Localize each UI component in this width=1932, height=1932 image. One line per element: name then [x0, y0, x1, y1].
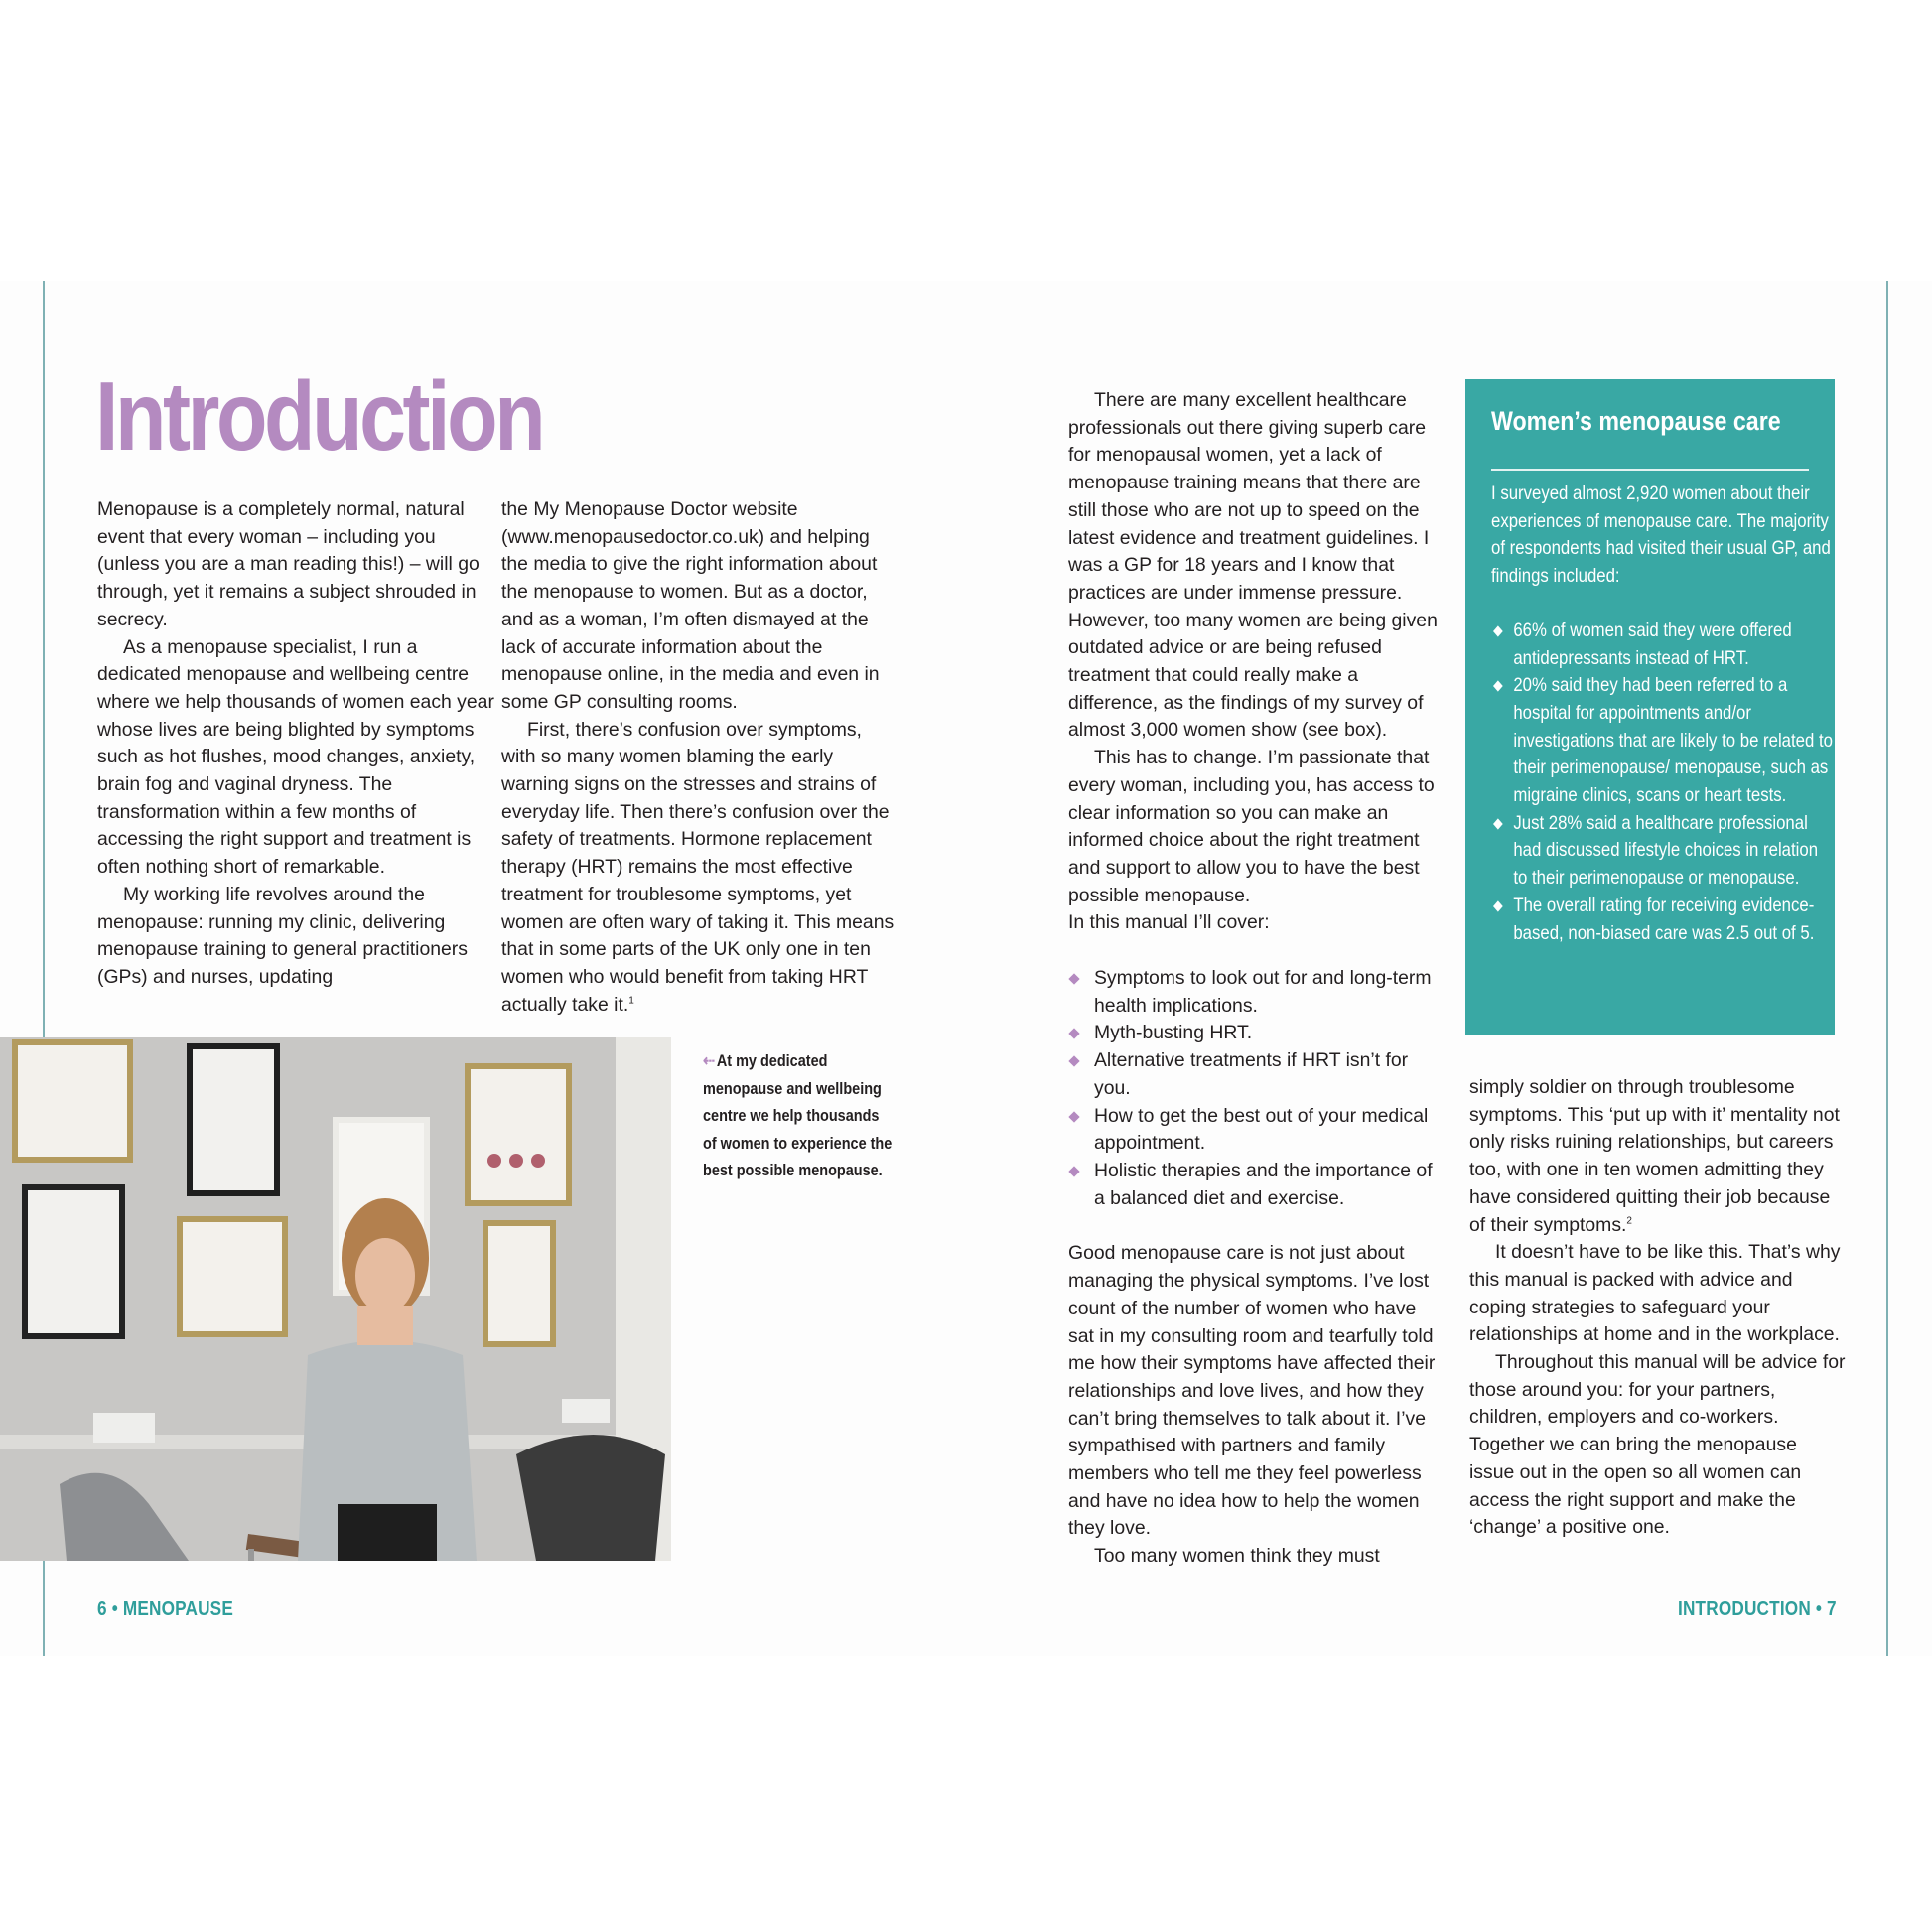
paragraph: As a menopause specialist, I run a dedicated menopause and wellbeing centre where we help thousands of women each year whose lives are being blighted by symptoms such as hot flushes, mood changes, anxiety, brain fog and vaginal dryness. The transformation within a few months of accessing the right support and treatment is often nothing short of remarkable. — [97, 635, 494, 879]
body-column-2 — [501, 496, 898, 1019]
paragraph: Throughout this manual will be advice for those around you: for your partners, children, employers and co-workers. Together we can bring the menopause issue out in the open so all women can access the right support and make the ‘change’ a positive one. — [1469, 1351, 1846, 1539]
cover-list — [1068, 965, 1446, 1212]
paragraph: In this manual I’ll cover: — [1068, 911, 1270, 934]
survey-box-header — [1491, 401, 1781, 441]
body-column-4 — [1469, 1074, 1847, 1542]
paragraph-text: First, there’s confusion over symptoms, with so many women blaming the early warning signs on the stresses and strains of everyday life. Then there’s confusion over the safety of treatments. Hormone replacement therapy (HRT) remains the most effective treatment for troublesome symptoms, yet women are often wary of taking it. This means that in some parts of the UK only one in ten women who would benefit from taking HRT actually take it. — [501, 718, 895, 1016]
paragraph: Too many women think they must — [1094, 1545, 1380, 1568]
paragraph: My working life revolves around the menopause: running my clinic, delivering menopause training to general practitioners (GPs) and nurses, updating — [97, 883, 468, 988]
page-title: Introduction — [95, 361, 543, 471]
list-item: Alternative treatments if HRT isn’t for you. — [1068, 1047, 1446, 1102]
paragraph: Menopause is a completely normal, natural event that every woman – including you (unless you are a man reading this!) – will go through, yet it remains a subject shrouded in secrecy. — [97, 498, 480, 630]
paragraph — [1469, 1074, 1847, 1239]
finding-item: 66% of women said they were offered antidepressants instead of HRT. — [1491, 618, 1833, 672]
survey-box — [1465, 379, 1835, 1035]
doctor-photo — [0, 1037, 671, 1561]
photo-caption — [703, 1047, 892, 1184]
survey-intro: I surveyed almost 2,920 women about their experiences of menopause care. The majority of respondents had visited their usual GP, and findings included: — [1491, 483, 1831, 588]
paragraph: There are many excellent healthcare professionals out there giving superb care for menopausal women, yet a lack of menopause training means that there are still those who are not up to speed on the latest evidence and treatment guidelines. I was a GP for 18 years and I know that practices are under immense pressure. However, too many women are being given outdated advice or are being refused treatment that could really make a difference, as the findings of my survey of almost 3,000 women show (see box). — [1068, 389, 1438, 742]
paragraph-text: simply soldier on through troublesome symptoms. This ‘put up with it’ mentality not only risks ruining relationships, but careers too, with one in ten women admitting they have considered quitting their job because of their symptoms. — [1469, 1076, 1840, 1236]
body-column-1 — [97, 496, 494, 992]
body-column-3 — [1068, 387, 1446, 1571]
footnote-marker: 1 — [628, 995, 634, 1007]
caption-text: At my dedicated menopause and wellbeing centre we help thousands of women to experience the best possible menopause. — [703, 1051, 893, 1180]
survey-box-body — [1491, 469, 1833, 947]
finding-item: 20% said they had been referred to a hospital for appointments and/or investigations that are likely to be related to their perimenopause/ menopause, such as migraine clinics, scans or heart tests. — [1491, 672, 1833, 810]
footer-left: 6 • MENOPAUSE — [97, 1598, 233, 1620]
list-item: Symptoms to look out for and long-term health implications. — [1068, 965, 1446, 1020]
finding-item: The overall rating for receiving evidence-based, non-biased care was 2.5 out of 5. — [1491, 893, 1833, 947]
paragraph: the My Menopause Doctor website (www.menopausedoctor.co.uk) and helping the media to give the right information about the menopause to women. But as a doctor, and as a woman, I’m often dismayed at the lack of accurate information about the menopause online, in the media and even in some GP consulting rooms. — [501, 498, 880, 713]
footnote-marker: 2 — [1626, 1215, 1632, 1227]
paragraph: This has to change. I’m passionate that every woman, including you, has access to clear information so you can make an informed choice about the right treatment and support to allow you to have the best possible menopause. — [1068, 747, 1435, 906]
paragraph — [501, 717, 898, 1020]
list-item: How to get the best out of your medical appointment. — [1068, 1103, 1446, 1158]
list-item: Myth-busting HRT. — [1068, 1020, 1446, 1047]
photo-illustration — [0, 1037, 671, 1561]
right-page-edge — [1886, 281, 1888, 1656]
paragraph: Good menopause care is not just about managing the physical symptoms. I’ve lost count of the number of women who have sat in my consulting room and tearfully told me how their symptoms have affected their relationships and love lives, and how they can’t bring themselves to talk about it. I’ve sympathised with partners and family members who tell me they feel powerless and have no idea how to help the women they love. — [1068, 1242, 1436, 1540]
survey-box-title: Women’s menopause care — [1491, 406, 1781, 436]
survey-findings — [1491, 618, 1833, 947]
paragraph: It doesn’t have to be like this. That’s why this manual is packed with advice and coping strategies to safeguard your relationships at home and in the workplace. — [1469, 1241, 1841, 1346]
arrow-left-icon: ⇠ — [703, 1051, 716, 1070]
footer-right: INTRODUCTION • 7 — [1678, 1598, 1837, 1620]
list-item: Holistic therapies and the importance of a balanced diet and exercise. — [1068, 1158, 1446, 1212]
finding-item: Just 28% said a healthcare professional had discussed lifestyle choices in relation to their perimenopause or menopause. — [1491, 810, 1833, 893]
